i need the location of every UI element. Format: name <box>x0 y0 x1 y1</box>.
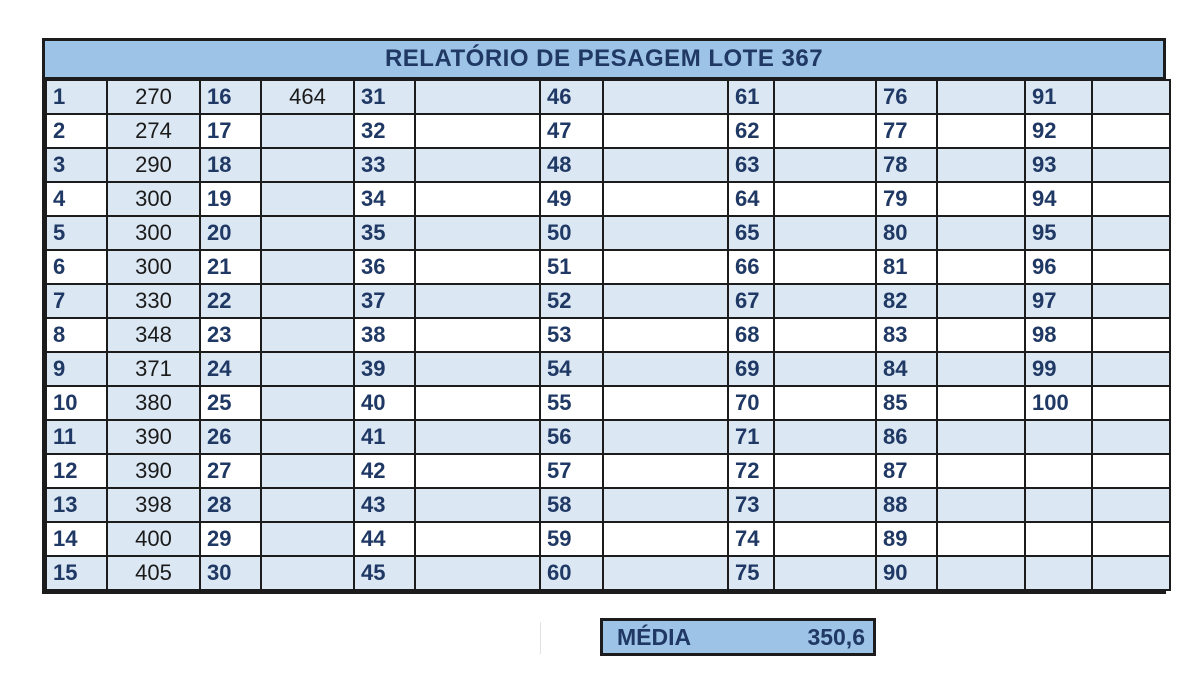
weight-value-cell: 464 <box>261 80 354 114</box>
item-number-cell: 91 <box>1025 80 1092 114</box>
weight-value-cell: 270 <box>107 80 200 114</box>
weight-value-cell <box>603 386 728 420</box>
weight-value-cell <box>415 114 540 148</box>
table-row <box>46 80 1170 114</box>
item-number-cell: 3 <box>46 148 107 182</box>
item-number-cell: 16 <box>200 80 261 114</box>
weight-value-cell <box>415 522 540 556</box>
item-number-cell: 37 <box>354 284 415 318</box>
average-value: 350,6 <box>807 623 865 650</box>
item-number-cell: 18 <box>200 148 261 182</box>
weight-value-cell <box>603 352 728 386</box>
weight-value-cell <box>415 556 540 590</box>
weight-value-cell: 398 <box>107 488 200 522</box>
item-number-cell: 68 <box>728 318 774 352</box>
table-row <box>46 114 1170 148</box>
item-number-cell: 31 <box>354 80 415 114</box>
item-number-cell: 75 <box>728 556 774 590</box>
item-number-cell: 27 <box>200 454 261 488</box>
weight-value-cell <box>774 148 876 182</box>
item-number-cell: 44 <box>354 522 415 556</box>
item-number-cell: 19 <box>200 182 261 216</box>
weight-value-cell <box>603 454 728 488</box>
item-number-cell: 57 <box>540 454 603 488</box>
item-number-cell: 81 <box>876 250 937 284</box>
weight-value-cell <box>937 522 1025 556</box>
weight-value-cell <box>1092 216 1170 250</box>
item-number-cell: 47 <box>540 114 603 148</box>
item-number-cell: 17 <box>200 114 261 148</box>
item-number-cell: 98 <box>1025 318 1092 352</box>
weight-value-cell <box>261 318 354 352</box>
weight-value-cell <box>415 454 540 488</box>
item-number-cell: 58 <box>540 488 603 522</box>
weight-value-cell <box>603 148 728 182</box>
item-number-cell: 73 <box>728 488 774 522</box>
item-number-cell: 36 <box>354 250 415 284</box>
table-row <box>46 386 1170 420</box>
weight-value-cell: 300 <box>107 250 200 284</box>
report-title: RELATÓRIO DE PESAGEM LOTE 367 <box>45 41 1163 79</box>
weight-value-cell <box>1092 556 1170 590</box>
weight-value-cell <box>261 352 354 386</box>
item-number-cell: 49 <box>540 182 603 216</box>
weight-value-cell <box>261 182 354 216</box>
item-number-cell: 43 <box>354 488 415 522</box>
weight-value-cell <box>937 148 1025 182</box>
weight-value-cell <box>937 556 1025 590</box>
weight-value-cell <box>1092 522 1170 556</box>
table-row <box>46 522 1170 556</box>
item-number-cell: 5 <box>46 216 107 250</box>
item-number-cell: 38 <box>354 318 415 352</box>
item-number-cell: 54 <box>540 352 603 386</box>
item-number-cell: 69 <box>728 352 774 386</box>
item-number-cell: 87 <box>876 454 937 488</box>
item-number-cell <box>1025 522 1092 556</box>
item-number-cell: 95 <box>1025 216 1092 250</box>
item-number-cell: 82 <box>876 284 937 318</box>
average-label: MÉDIA <box>617 623 692 650</box>
item-number-cell: 26 <box>200 420 261 454</box>
weight-value-cell: 380 <box>107 386 200 420</box>
weight-value-cell <box>1092 148 1170 182</box>
weight-value-cell: 390 <box>107 420 200 454</box>
item-number-cell: 45 <box>354 556 415 590</box>
weight-value-cell: 400 <box>107 522 200 556</box>
item-number-cell: 9 <box>46 352 107 386</box>
weights-table-body <box>46 80 1170 590</box>
weight-value-cell <box>937 80 1025 114</box>
item-number-cell: 34 <box>354 182 415 216</box>
item-number-cell: 77 <box>876 114 937 148</box>
weight-value-cell: 290 <box>107 148 200 182</box>
weight-value-cell <box>261 148 354 182</box>
weight-value-cell <box>937 352 1025 386</box>
weight-value-cell <box>261 522 354 556</box>
weight-value-cell <box>261 420 354 454</box>
weight-value-cell <box>415 284 540 318</box>
weight-value-cell <box>603 182 728 216</box>
item-number-cell: 42 <box>354 454 415 488</box>
item-number-cell: 22 <box>200 284 261 318</box>
weight-value-cell <box>774 80 876 114</box>
weight-value-cell <box>1092 318 1170 352</box>
weight-value-cell <box>774 454 876 488</box>
weight-value-cell <box>603 522 728 556</box>
item-number-cell: 85 <box>876 386 937 420</box>
weight-value-cell <box>261 284 354 318</box>
item-number-cell: 2 <box>46 114 107 148</box>
weight-value-cell <box>603 114 728 148</box>
item-number-cell <box>1025 454 1092 488</box>
weight-value-cell <box>937 420 1025 454</box>
table-row <box>46 318 1170 352</box>
weight-value-cell <box>1092 284 1170 318</box>
weight-value-cell <box>774 114 876 148</box>
weight-value-cell <box>937 488 1025 522</box>
weight-value-cell <box>603 420 728 454</box>
weight-value-cell <box>1092 250 1170 284</box>
item-number-cell: 60 <box>540 556 603 590</box>
item-number-cell: 21 <box>200 250 261 284</box>
weight-value-cell <box>937 216 1025 250</box>
item-number-cell: 72 <box>728 454 774 488</box>
weight-value-cell: 390 <box>107 454 200 488</box>
weight-value-cell <box>937 182 1025 216</box>
item-number-cell: 12 <box>46 454 107 488</box>
weighing-report-sheet <box>42 38 1166 594</box>
weight-value-cell <box>261 114 354 148</box>
weight-value-cell <box>774 420 876 454</box>
weight-value-cell <box>415 420 540 454</box>
weight-value-cell <box>774 284 876 318</box>
weights-table <box>45 79 1171 591</box>
item-number-cell: 90 <box>876 556 937 590</box>
item-number-cell: 55 <box>540 386 603 420</box>
weight-value-cell <box>415 318 540 352</box>
item-number-cell: 14 <box>46 522 107 556</box>
weight-value-cell: 405 <box>107 556 200 590</box>
weight-value-cell <box>774 386 876 420</box>
weight-value-cell <box>1092 420 1170 454</box>
table-row <box>46 352 1170 386</box>
item-number-cell: 24 <box>200 352 261 386</box>
item-number-cell <box>1025 488 1092 522</box>
item-number-cell: 41 <box>354 420 415 454</box>
weight-value-cell <box>774 216 876 250</box>
weight-value-cell <box>937 284 1025 318</box>
table-row <box>46 148 1170 182</box>
table-row <box>46 182 1170 216</box>
item-number-cell: 13 <box>46 488 107 522</box>
item-number-cell: 79 <box>876 182 937 216</box>
item-number-cell: 52 <box>540 284 603 318</box>
weight-value-cell <box>261 556 354 590</box>
table-row <box>46 488 1170 522</box>
item-number-cell: 100 <box>1025 386 1092 420</box>
average-summary <box>600 618 876 656</box>
item-number-cell: 30 <box>200 556 261 590</box>
weight-value-cell <box>937 318 1025 352</box>
weight-value-cell <box>774 250 876 284</box>
item-number-cell: 96 <box>1025 250 1092 284</box>
item-number-cell: 8 <box>46 318 107 352</box>
weight-value-cell <box>603 80 728 114</box>
item-number-cell: 84 <box>876 352 937 386</box>
item-number-cell: 74 <box>728 522 774 556</box>
weight-value-cell: 300 <box>107 216 200 250</box>
item-number-cell: 63 <box>728 148 774 182</box>
item-number-cell: 33 <box>354 148 415 182</box>
item-number-cell: 67 <box>728 284 774 318</box>
weight-value-cell <box>603 284 728 318</box>
item-number-cell: 25 <box>200 386 261 420</box>
weight-value-cell <box>1092 80 1170 114</box>
weight-value-cell <box>1092 386 1170 420</box>
weight-value-cell <box>774 488 876 522</box>
sheet-divider <box>540 622 541 654</box>
weight-value-cell: 371 <box>107 352 200 386</box>
item-number-cell: 39 <box>354 352 415 386</box>
weight-value-cell <box>937 250 1025 284</box>
weight-value-cell: 348 <box>107 318 200 352</box>
weight-value-cell <box>415 216 540 250</box>
item-number-cell: 6 <box>46 250 107 284</box>
weight-value-cell <box>774 318 876 352</box>
weight-value-cell <box>937 454 1025 488</box>
item-number-cell: 20 <box>200 216 261 250</box>
weight-value-cell <box>937 386 1025 420</box>
item-number-cell: 88 <box>876 488 937 522</box>
item-number-cell: 94 <box>1025 182 1092 216</box>
item-number-cell: 1 <box>46 80 107 114</box>
item-number-cell: 7 <box>46 284 107 318</box>
item-number-cell: 32 <box>354 114 415 148</box>
item-number-cell: 89 <box>876 522 937 556</box>
weight-value-cell <box>937 114 1025 148</box>
item-number-cell: 10 <box>46 386 107 420</box>
item-number-cell: 92 <box>1025 114 1092 148</box>
weight-value-cell: 300 <box>107 182 200 216</box>
weight-value-cell <box>1092 182 1170 216</box>
item-number-cell: 93 <box>1025 148 1092 182</box>
weight-value-cell <box>261 250 354 284</box>
item-number-cell: 11 <box>46 420 107 454</box>
item-number-cell: 46 <box>540 80 603 114</box>
item-number-cell: 23 <box>200 318 261 352</box>
item-number-cell: 29 <box>200 522 261 556</box>
item-number-cell: 99 <box>1025 352 1092 386</box>
item-number-cell: 83 <box>876 318 937 352</box>
table-row <box>46 556 1170 590</box>
table-row <box>46 250 1170 284</box>
item-number-cell: 97 <box>1025 284 1092 318</box>
weight-value-cell <box>415 352 540 386</box>
weight-value-cell <box>603 318 728 352</box>
item-number-cell: 51 <box>540 250 603 284</box>
item-number-cell <box>1025 420 1092 454</box>
weight-value-cell <box>774 556 876 590</box>
weight-value-cell <box>415 148 540 182</box>
weight-value-cell <box>1092 488 1170 522</box>
weight-value-cell <box>415 386 540 420</box>
item-number-cell: 35 <box>354 216 415 250</box>
item-number-cell: 64 <box>728 182 774 216</box>
item-number-cell: 53 <box>540 318 603 352</box>
weight-value-cell <box>603 250 728 284</box>
item-number-cell: 50 <box>540 216 603 250</box>
item-number-cell: 56 <box>540 420 603 454</box>
weight-value-cell <box>261 488 354 522</box>
table-row <box>46 284 1170 318</box>
item-number-cell: 40 <box>354 386 415 420</box>
item-number-cell: 78 <box>876 148 937 182</box>
weight-value-cell <box>774 182 876 216</box>
weight-value-cell: 330 <box>107 284 200 318</box>
weight-value-cell <box>415 250 540 284</box>
item-number-cell <box>1025 556 1092 590</box>
weight-value-cell <box>603 216 728 250</box>
item-number-cell: 28 <box>200 488 261 522</box>
weight-value-cell <box>261 386 354 420</box>
weight-value-cell <box>261 216 354 250</box>
weight-value-cell <box>603 556 728 590</box>
item-number-cell: 71 <box>728 420 774 454</box>
item-number-cell: 4 <box>46 182 107 216</box>
weight-value-cell <box>774 352 876 386</box>
weight-value-cell <box>415 488 540 522</box>
weight-value-cell <box>415 182 540 216</box>
table-row <box>46 454 1170 488</box>
weight-value-cell <box>774 522 876 556</box>
item-number-cell: 65 <box>728 216 774 250</box>
item-number-cell: 70 <box>728 386 774 420</box>
item-number-cell: 80 <box>876 216 937 250</box>
item-number-cell: 66 <box>728 250 774 284</box>
table-row <box>46 420 1170 454</box>
item-number-cell: 76 <box>876 80 937 114</box>
weight-value-cell: 274 <box>107 114 200 148</box>
weight-value-cell <box>603 488 728 522</box>
weight-value-cell <box>1092 352 1170 386</box>
weight-value-cell <box>415 80 540 114</box>
item-number-cell: 62 <box>728 114 774 148</box>
item-number-cell: 15 <box>46 556 107 590</box>
item-number-cell: 86 <box>876 420 937 454</box>
item-number-cell: 48 <box>540 148 603 182</box>
table-row <box>46 216 1170 250</box>
item-number-cell: 59 <box>540 522 603 556</box>
item-number-cell: 61 <box>728 80 774 114</box>
weight-value-cell <box>261 454 354 488</box>
weight-value-cell <box>1092 114 1170 148</box>
weight-value-cell <box>1092 454 1170 488</box>
